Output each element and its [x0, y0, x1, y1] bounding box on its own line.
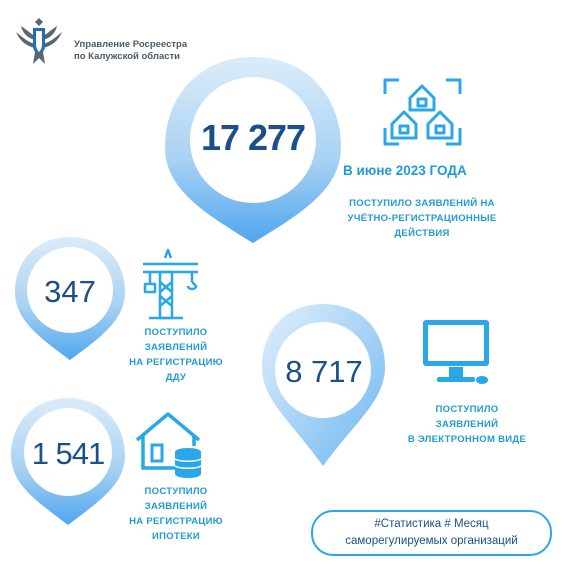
main-stat-caption-line2: УЧЁТНО-РЕГИСТРАЦИОННЫЕ — [347, 213, 497, 224]
electronic-stat-caption-line1: ПОСТУПИЛО — [435, 404, 499, 415]
main-stat-period: В июне 2023 ГОДА — [343, 163, 467, 178]
mortgage-stat-caption-line2: ЗАЯВЛЕНИЙ — [144, 501, 208, 512]
ddu-stat-caption-line2: ЗАЯВЛЕНИЙ — [144, 342, 208, 353]
mortgage-stat-value: 1 541 — [31, 436, 105, 471]
computer-monitor-icon — [423, 320, 489, 384]
org-name-line1: Управление Росреестра — [74, 39, 188, 50]
electronic-stat-value: 8 717 — [285, 354, 363, 389]
electronic-stat-caption — [402, 402, 532, 447]
ddu-stat-value: 347 — [44, 274, 96, 309]
electronic-stat-caption-line2: ЗАЯВЛЕНИЙ — [435, 419, 499, 430]
houses-icon — [385, 80, 460, 144]
org-name — [74, 39, 187, 63]
electronic-stat-caption-line3: В ЭЛЕКТРОННОМ ВИДЕ — [407, 434, 527, 445]
org-name-line2: по Калужской области — [74, 51, 181, 62]
ddu-stat-caption — [120, 325, 232, 385]
mortgage-stat-caption-line4: ИПОТЕКИ — [152, 531, 200, 542]
hashtags-line1: #Статистика # Месяц — [374, 518, 489, 530]
ddu-stat-caption-line4: ДДУ — [165, 372, 187, 383]
main-stat-value: 17 277 — [200, 117, 306, 158]
mortgage-stat-caption — [120, 484, 232, 544]
main-stat-caption-line3: ДЕЙСТВИЯ — [394, 228, 450, 239]
mortgage-stat-caption-line1: ПОСТУПИЛО — [144, 486, 208, 497]
ddu-stat-caption-line3: НА РЕГИСТРАЦИЮ — [129, 357, 223, 368]
hashtags-box — [311, 510, 552, 556]
main-stat-caption-line1: ПОСТУПИЛО ЗАЯВЛЕНИЙ НА — [349, 198, 495, 209]
eagle-emblem-icon — [16, 18, 62, 64]
construction-crane-icon — [143, 250, 198, 318]
house-coins-icon — [137, 414, 201, 478]
mortgage-stat-caption-line3: НА РЕГИСТРАЦИЮ — [129, 516, 223, 527]
hashtags-line2: саморегулируемых организаций — [345, 535, 518, 547]
ddu-stat-caption-line1: ПОСТУПИЛО — [144, 327, 208, 338]
main-stat-caption — [333, 196, 511, 241]
